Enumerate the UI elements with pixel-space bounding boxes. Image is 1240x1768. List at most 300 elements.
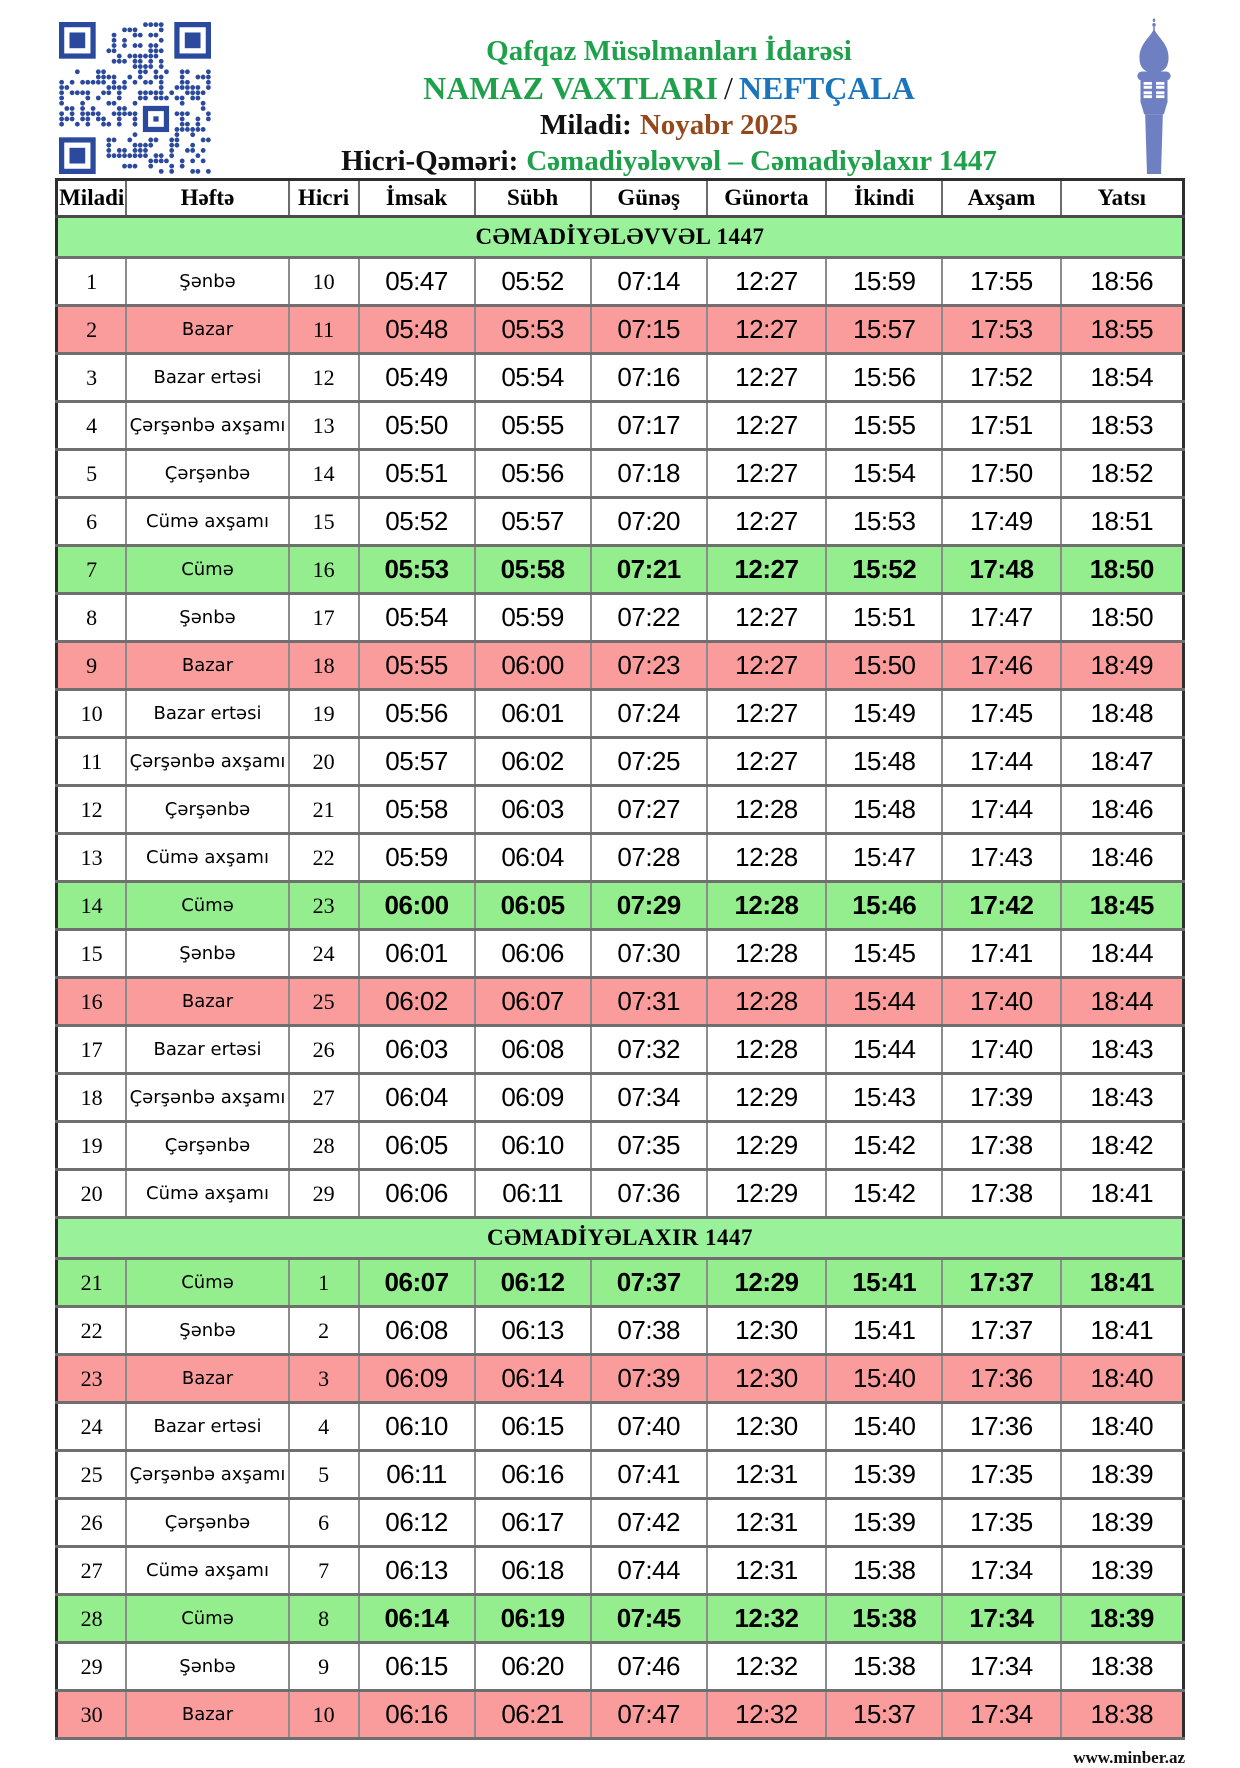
miladi-day-cell: 4 xyxy=(57,402,127,450)
hicri-day-cell: 16 xyxy=(289,546,359,594)
hicri-day-cell: 10 xyxy=(289,1691,359,1739)
hicri-day-cell: 29 xyxy=(289,1170,359,1218)
miladi-day-cell: 7 xyxy=(57,546,127,594)
time-cell-4: 15:52 xyxy=(826,546,942,594)
time-cell-5: 17:55 xyxy=(942,258,1060,306)
time-cell-5: 17:38 xyxy=(942,1170,1060,1218)
time-cell-5: 17:48 xyxy=(942,546,1060,594)
time-cell-6: 18:38 xyxy=(1061,1691,1184,1739)
time-cell-2: 07:35 xyxy=(591,1122,707,1170)
hicri-day-cell: 7 xyxy=(289,1547,359,1595)
time-cell-0: 05:53 xyxy=(359,546,475,594)
weekday-cell: Bazar xyxy=(126,1355,288,1403)
hicri-day-cell: 17 xyxy=(289,594,359,642)
time-cell-1: 06:17 xyxy=(475,1499,591,1547)
time-cell-3: 12:28 xyxy=(707,882,826,930)
time-cell-6: 18:55 xyxy=(1061,306,1184,354)
time-cell-3: 12:27 xyxy=(707,546,826,594)
time-cell-6: 18:44 xyxy=(1061,930,1184,978)
time-cell-4: 15:43 xyxy=(826,1074,942,1122)
time-cell-1: 05:54 xyxy=(475,354,591,402)
time-cell-4: 15:51 xyxy=(826,594,942,642)
time-cell-3: 12:27 xyxy=(707,642,826,690)
column-header-8: Axşam xyxy=(942,180,1060,217)
weekday-cell: Bazar ertəsi xyxy=(126,354,288,402)
time-cell-1: 05:52 xyxy=(475,258,591,306)
hicri-day-cell: 23 xyxy=(289,882,359,930)
time-cell-3: 12:28 xyxy=(707,1026,826,1074)
time-cell-2: 07:34 xyxy=(591,1074,707,1122)
time-cell-6: 18:43 xyxy=(1061,1074,1184,1122)
time-cell-2: 07:41 xyxy=(591,1451,707,1499)
time-cell-0: 06:12 xyxy=(359,1499,475,1547)
weekday-cell: Cümə xyxy=(126,882,288,930)
time-cell-4: 15:59 xyxy=(826,258,942,306)
hicri-day-cell: 12 xyxy=(289,354,359,402)
time-cell-6: 18:48 xyxy=(1061,690,1184,738)
time-cell-3: 12:27 xyxy=(707,450,826,498)
time-cell-3: 12:31 xyxy=(707,1451,826,1499)
hicri-day-cell: 21 xyxy=(289,786,359,834)
time-cell-1: 06:13 xyxy=(475,1307,591,1355)
table-row xyxy=(57,306,1184,354)
time-cell-5: 17:43 xyxy=(942,834,1060,882)
city-name: NEFTÇALA xyxy=(738,70,915,107)
time-cell-5: 17:50 xyxy=(942,450,1060,498)
weekday-cell: Bazar ertəsi xyxy=(126,690,288,738)
time-cell-0: 05:51 xyxy=(359,450,475,498)
miladi-day-cell: 16 xyxy=(57,978,127,1026)
time-cell-3: 12:29 xyxy=(707,1074,826,1122)
time-cell-5: 17:51 xyxy=(942,402,1060,450)
time-cell-0: 06:14 xyxy=(359,1595,475,1643)
hicri-day-cell: 6 xyxy=(289,1499,359,1547)
time-cell-3: 12:32 xyxy=(707,1691,826,1739)
table-row xyxy=(57,786,1184,834)
weekday-cell: Çərşənbə axşamı xyxy=(126,738,288,786)
time-cell-5: 17:36 xyxy=(942,1403,1060,1451)
table-row xyxy=(57,1547,1184,1595)
time-cell-3: 12:28 xyxy=(707,834,826,882)
time-cell-0: 06:13 xyxy=(359,1547,475,1595)
time-cell-4: 15:44 xyxy=(826,978,942,1026)
time-cell-6: 18:56 xyxy=(1061,258,1184,306)
table-row xyxy=(57,1499,1184,1547)
hicri-day-cell: 28 xyxy=(289,1122,359,1170)
time-cell-6: 18:49 xyxy=(1061,642,1184,690)
table-row xyxy=(57,1307,1184,1355)
time-cell-6: 18:41 xyxy=(1061,1307,1184,1355)
table-row xyxy=(57,690,1184,738)
time-cell-0: 06:06 xyxy=(359,1170,475,1218)
miladi-day-cell: 17 xyxy=(57,1026,127,1074)
time-cell-6: 18:46 xyxy=(1061,834,1184,882)
time-cell-4: 15:56 xyxy=(826,354,942,402)
time-cell-5: 17:36 xyxy=(942,1355,1060,1403)
column-header-1: Həftə xyxy=(126,180,288,217)
time-cell-2: 07:22 xyxy=(591,594,707,642)
time-cell-2: 07:30 xyxy=(591,930,707,978)
time-cell-5: 17:34 xyxy=(942,1547,1060,1595)
column-header-7: İkindi xyxy=(826,180,942,217)
time-cell-0: 06:11 xyxy=(359,1451,475,1499)
time-cell-6: 18:39 xyxy=(1061,1547,1184,1595)
time-cell-5: 17:38 xyxy=(942,1122,1060,1170)
miladi-day-cell: 5 xyxy=(57,450,127,498)
miladi-day-cell: 28 xyxy=(57,1595,127,1643)
time-cell-0: 05:57 xyxy=(359,738,475,786)
time-cell-0: 06:02 xyxy=(359,978,475,1026)
weekday-cell: Bazar xyxy=(126,978,288,1026)
weekday-cell: Çərşənbə xyxy=(126,1122,288,1170)
time-cell-5: 17:40 xyxy=(942,1026,1060,1074)
hicri-day-cell: 11 xyxy=(289,306,359,354)
hicri-day-cell: 22 xyxy=(289,834,359,882)
time-cell-4: 15:42 xyxy=(826,1122,942,1170)
time-cell-3: 12:28 xyxy=(707,978,826,1026)
table-row xyxy=(57,1451,1184,1499)
time-cell-1: 06:05 xyxy=(475,882,591,930)
weekday-cell: Bazar xyxy=(126,1691,288,1739)
time-cell-3: 12:31 xyxy=(707,1547,826,1595)
title-block xyxy=(215,18,1123,179)
main-title-text: NAMAZ VAXTLARI xyxy=(423,70,718,107)
time-cell-1: 06:02 xyxy=(475,738,591,786)
time-cell-1: 05:58 xyxy=(475,546,591,594)
weekday-cell: Çərşənbə xyxy=(126,1499,288,1547)
weekday-cell: Şənbə xyxy=(126,1643,288,1691)
time-cell-4: 15:44 xyxy=(826,1026,942,1074)
column-header-5: Günəş xyxy=(591,180,707,217)
miladi-day-cell: 19 xyxy=(57,1122,127,1170)
table-row xyxy=(57,642,1184,690)
time-cell-3: 12:27 xyxy=(707,738,826,786)
weekday-cell: Çərşənbə xyxy=(126,450,288,498)
time-cell-6: 18:53 xyxy=(1061,402,1184,450)
time-cell-1: 05:53 xyxy=(475,306,591,354)
time-cell-6: 18:39 xyxy=(1061,1595,1184,1643)
table-row xyxy=(57,546,1184,594)
time-cell-4: 15:37 xyxy=(826,1691,942,1739)
hicri-day-cell: 5 xyxy=(289,1451,359,1499)
time-cell-0: 06:07 xyxy=(359,1259,475,1307)
time-cell-4: 15:45 xyxy=(826,930,942,978)
time-cell-2: 07:28 xyxy=(591,834,707,882)
time-cell-5: 17:44 xyxy=(942,738,1060,786)
time-cell-4: 15:46 xyxy=(826,882,942,930)
table-row xyxy=(57,1170,1184,1218)
time-cell-2: 07:45 xyxy=(591,1595,707,1643)
miladi-day-cell: 8 xyxy=(57,594,127,642)
time-cell-0: 06:10 xyxy=(359,1403,475,1451)
miladi-day-cell: 12 xyxy=(57,786,127,834)
time-cell-4: 15:48 xyxy=(826,738,942,786)
column-header-6: Günorta xyxy=(707,180,826,217)
hicri-day-cell: 18 xyxy=(289,642,359,690)
miladi-day-cell: 15 xyxy=(57,930,127,978)
time-cell-1: 05:55 xyxy=(475,402,591,450)
hicri-day-cell: 8 xyxy=(289,1595,359,1643)
hicri-day-cell: 20 xyxy=(289,738,359,786)
time-cell-3: 12:28 xyxy=(707,930,826,978)
time-cell-6: 18:43 xyxy=(1061,1026,1184,1074)
time-cell-0: 05:47 xyxy=(359,258,475,306)
table-row xyxy=(57,930,1184,978)
time-cell-4: 15:39 xyxy=(826,1451,942,1499)
hicri-day-cell: 13 xyxy=(289,402,359,450)
weekday-cell: Cümə axşamı xyxy=(126,834,288,882)
time-cell-1: 05:57 xyxy=(475,498,591,546)
time-cell-6: 18:51 xyxy=(1061,498,1184,546)
miladi-value: Noyabr 2025 xyxy=(639,109,798,142)
time-cell-0: 05:49 xyxy=(359,354,475,402)
time-cell-5: 17:39 xyxy=(942,1074,1060,1122)
time-cell-1: 06:00 xyxy=(475,642,591,690)
weekday-cell: Cümə xyxy=(126,1259,288,1307)
time-cell-2: 07:25 xyxy=(591,738,707,786)
time-cell-0: 06:05 xyxy=(359,1122,475,1170)
time-cell-0: 06:01 xyxy=(359,930,475,978)
miladi-day-cell: 22 xyxy=(57,1307,127,1355)
miladi-day-cell: 25 xyxy=(57,1451,127,1499)
time-cell-3: 12:27 xyxy=(707,594,826,642)
weekday-cell: Cümə axşamı xyxy=(126,1170,288,1218)
time-cell-4: 15:40 xyxy=(826,1355,942,1403)
time-cell-1: 06:18 xyxy=(475,1547,591,1595)
table-row xyxy=(57,1403,1184,1451)
time-cell-5: 17:35 xyxy=(942,1451,1060,1499)
weekday-cell: Cümə xyxy=(126,546,288,594)
time-cell-1: 06:11 xyxy=(475,1170,591,1218)
time-cell-1: 06:06 xyxy=(475,930,591,978)
time-cell-4: 15:48 xyxy=(826,786,942,834)
time-cell-1: 06:15 xyxy=(475,1403,591,1451)
time-cell-6: 18:39 xyxy=(1061,1499,1184,1547)
time-cell-6: 18:44 xyxy=(1061,978,1184,1026)
miladi-day-cell: 14 xyxy=(57,882,127,930)
time-cell-1: 06:08 xyxy=(475,1026,591,1074)
hicri-day-cell: 10 xyxy=(289,258,359,306)
minaret-icon xyxy=(1123,18,1185,174)
miladi-day-cell: 9 xyxy=(57,642,127,690)
miladi-day-cell: 13 xyxy=(57,834,127,882)
time-cell-5: 17:47 xyxy=(942,594,1060,642)
table-row xyxy=(57,1355,1184,1403)
time-cell-1: 06:01 xyxy=(475,690,591,738)
section-header-row-1 xyxy=(57,1218,1184,1259)
weekday-cell: Bazar ertəsi xyxy=(126,1026,288,1074)
time-cell-6: 18:38 xyxy=(1061,1643,1184,1691)
page-header xyxy=(55,18,1185,176)
miladi-day-cell: 27 xyxy=(57,1547,127,1595)
time-cell-2: 07:27 xyxy=(591,786,707,834)
time-cell-2: 07:31 xyxy=(591,978,707,1026)
time-cell-4: 15:55 xyxy=(826,402,942,450)
miladi-day-cell: 11 xyxy=(57,738,127,786)
time-cell-5: 17:44 xyxy=(942,786,1060,834)
weekday-cell: Şənbə xyxy=(126,1307,288,1355)
time-cell-4: 15:41 xyxy=(826,1307,942,1355)
weekday-cell: Şənbə xyxy=(126,930,288,978)
hicri-line xyxy=(215,144,1123,179)
table-row xyxy=(57,258,1184,306)
hicri-day-cell: 3 xyxy=(289,1355,359,1403)
time-cell-1: 06:20 xyxy=(475,1643,591,1691)
miladi-day-cell: 24 xyxy=(57,1403,127,1451)
time-cell-5: 17:34 xyxy=(942,1691,1060,1739)
time-cell-5: 17:52 xyxy=(942,354,1060,402)
time-cell-2: 07:23 xyxy=(591,642,707,690)
table-row xyxy=(57,1691,1184,1739)
website-footer: www.minber.az xyxy=(1073,1748,1185,1767)
miladi-day-cell: 3 xyxy=(57,354,127,402)
time-cell-2: 07:18 xyxy=(591,450,707,498)
time-cell-5: 17:35 xyxy=(942,1499,1060,1547)
table-row xyxy=(57,402,1184,450)
time-cell-0: 06:04 xyxy=(359,1074,475,1122)
time-cell-1: 06:09 xyxy=(475,1074,591,1122)
time-cell-2: 07:24 xyxy=(591,690,707,738)
table-row xyxy=(57,1259,1184,1307)
table-row xyxy=(57,1595,1184,1643)
time-cell-4: 15:39 xyxy=(826,1499,942,1547)
time-cell-5: 17:37 xyxy=(942,1307,1060,1355)
time-cell-3: 12:29 xyxy=(707,1259,826,1307)
time-cell-6: 18:39 xyxy=(1061,1451,1184,1499)
table-row xyxy=(57,354,1184,402)
weekday-cell: Cümə xyxy=(126,1595,288,1643)
hicri-day-cell: 4 xyxy=(289,1403,359,1451)
miladi-day-cell: 30 xyxy=(57,1691,127,1739)
table-row xyxy=(57,498,1184,546)
time-cell-0: 05:48 xyxy=(359,306,475,354)
time-cell-1: 05:59 xyxy=(475,594,591,642)
time-cell-3: 12:32 xyxy=(707,1643,826,1691)
weekday-cell: Şənbə xyxy=(126,594,288,642)
weekday-cell: Çərşənbə xyxy=(126,786,288,834)
time-cell-3: 12:27 xyxy=(707,258,826,306)
time-cell-0: 05:56 xyxy=(359,690,475,738)
time-cell-0: 05:59 xyxy=(359,834,475,882)
time-cell-2: 07:42 xyxy=(591,1499,707,1547)
time-cell-3: 12:29 xyxy=(707,1122,826,1170)
time-cell-0: 05:52 xyxy=(359,498,475,546)
organization-title: Qafqaz Müsəlmanları İdarəsi xyxy=(486,35,852,67)
time-cell-2: 07:29 xyxy=(591,882,707,930)
column-header-2: Hicri xyxy=(289,180,359,217)
table-row xyxy=(57,594,1184,642)
table-row xyxy=(57,1026,1184,1074)
time-cell-0: 06:15 xyxy=(359,1643,475,1691)
time-cell-3: 12:27 xyxy=(707,354,826,402)
section-title: CƏMADİYƏLƏVVƏL 1447 xyxy=(57,217,1184,258)
time-cell-1: 06:04 xyxy=(475,834,591,882)
time-cell-6: 18:52 xyxy=(1061,450,1184,498)
time-cell-5: 17:40 xyxy=(942,978,1060,1026)
table-row xyxy=(57,834,1184,882)
weekday-cell: Cümə axşamı xyxy=(126,498,288,546)
time-cell-2: 07:39 xyxy=(591,1355,707,1403)
time-cell-0: 05:58 xyxy=(359,786,475,834)
time-cell-2: 07:17 xyxy=(591,402,707,450)
time-cell-2: 07:20 xyxy=(591,498,707,546)
time-cell-4: 15:41 xyxy=(826,1259,942,1307)
hicri-day-cell: 26 xyxy=(289,1026,359,1074)
section-header-row-0 xyxy=(57,217,1184,258)
time-cell-4: 15:49 xyxy=(826,690,942,738)
hicri-day-cell: 25 xyxy=(289,978,359,1026)
table-row xyxy=(57,1074,1184,1122)
table-row xyxy=(57,1643,1184,1691)
time-cell-6: 18:45 xyxy=(1061,882,1184,930)
time-cell-1: 06:10 xyxy=(475,1122,591,1170)
time-cell-3: 12:27 xyxy=(707,306,826,354)
time-cell-0: 05:54 xyxy=(359,594,475,642)
weekday-cell: Bazar xyxy=(126,642,288,690)
time-cell-4: 15:47 xyxy=(826,834,942,882)
weekday-cell: Bazar ertəsi xyxy=(126,1403,288,1451)
time-cell-1: 06:14 xyxy=(475,1355,591,1403)
time-cell-6: 18:41 xyxy=(1061,1170,1184,1218)
prayer-times-table xyxy=(55,178,1185,1740)
miladi-day-cell: 2 xyxy=(57,306,127,354)
table-row xyxy=(57,1122,1184,1170)
time-cell-6: 18:40 xyxy=(1061,1403,1184,1451)
time-cell-0: 06:03 xyxy=(359,1026,475,1074)
hicri-day-cell: 24 xyxy=(289,930,359,978)
miladi-line xyxy=(215,108,1123,143)
time-cell-6: 18:54 xyxy=(1061,354,1184,402)
miladi-day-cell: 18 xyxy=(57,1074,127,1122)
time-cell-4: 15:54 xyxy=(826,450,942,498)
time-cell-6: 18:46 xyxy=(1061,786,1184,834)
column-header-0: Miladi xyxy=(57,180,127,217)
time-cell-4: 15:38 xyxy=(826,1595,942,1643)
time-cell-2: 07:36 xyxy=(591,1170,707,1218)
time-cell-3: 12:30 xyxy=(707,1355,826,1403)
hicri-day-cell: 15 xyxy=(289,498,359,546)
hicri-day-cell: 1 xyxy=(289,1259,359,1307)
time-cell-0: 06:08 xyxy=(359,1307,475,1355)
time-cell-0: 06:00 xyxy=(359,882,475,930)
miladi-day-cell: 10 xyxy=(57,690,127,738)
time-cell-3: 12:32 xyxy=(707,1595,826,1643)
time-cell-4: 15:50 xyxy=(826,642,942,690)
time-cell-3: 12:27 xyxy=(707,690,826,738)
time-cell-5: 17:42 xyxy=(942,882,1060,930)
time-cell-1: 06:12 xyxy=(475,1259,591,1307)
time-cell-4: 15:38 xyxy=(826,1547,942,1595)
time-cell-0: 06:09 xyxy=(359,1355,475,1403)
time-cell-4: 15:40 xyxy=(826,1403,942,1451)
time-cell-3: 12:30 xyxy=(707,1403,826,1451)
time-cell-1: 06:16 xyxy=(475,1451,591,1499)
table-row xyxy=(57,978,1184,1026)
hicri-day-cell: 9 xyxy=(289,1643,359,1691)
time-cell-2: 07:38 xyxy=(591,1307,707,1355)
time-cell-5: 17:46 xyxy=(942,642,1060,690)
time-cell-0: 05:50 xyxy=(359,402,475,450)
time-cell-5: 17:34 xyxy=(942,1595,1060,1643)
weekday-cell: Bazar xyxy=(126,306,288,354)
time-cell-6: 18:41 xyxy=(1061,1259,1184,1307)
section-title: CƏMADİYƏLAXIR 1447 xyxy=(57,1218,1184,1259)
table-row xyxy=(57,738,1184,786)
time-cell-2: 07:15 xyxy=(591,306,707,354)
time-cell-6: 18:42 xyxy=(1061,1122,1184,1170)
hicri-day-cell: 14 xyxy=(289,450,359,498)
title-separator: / xyxy=(723,70,733,107)
